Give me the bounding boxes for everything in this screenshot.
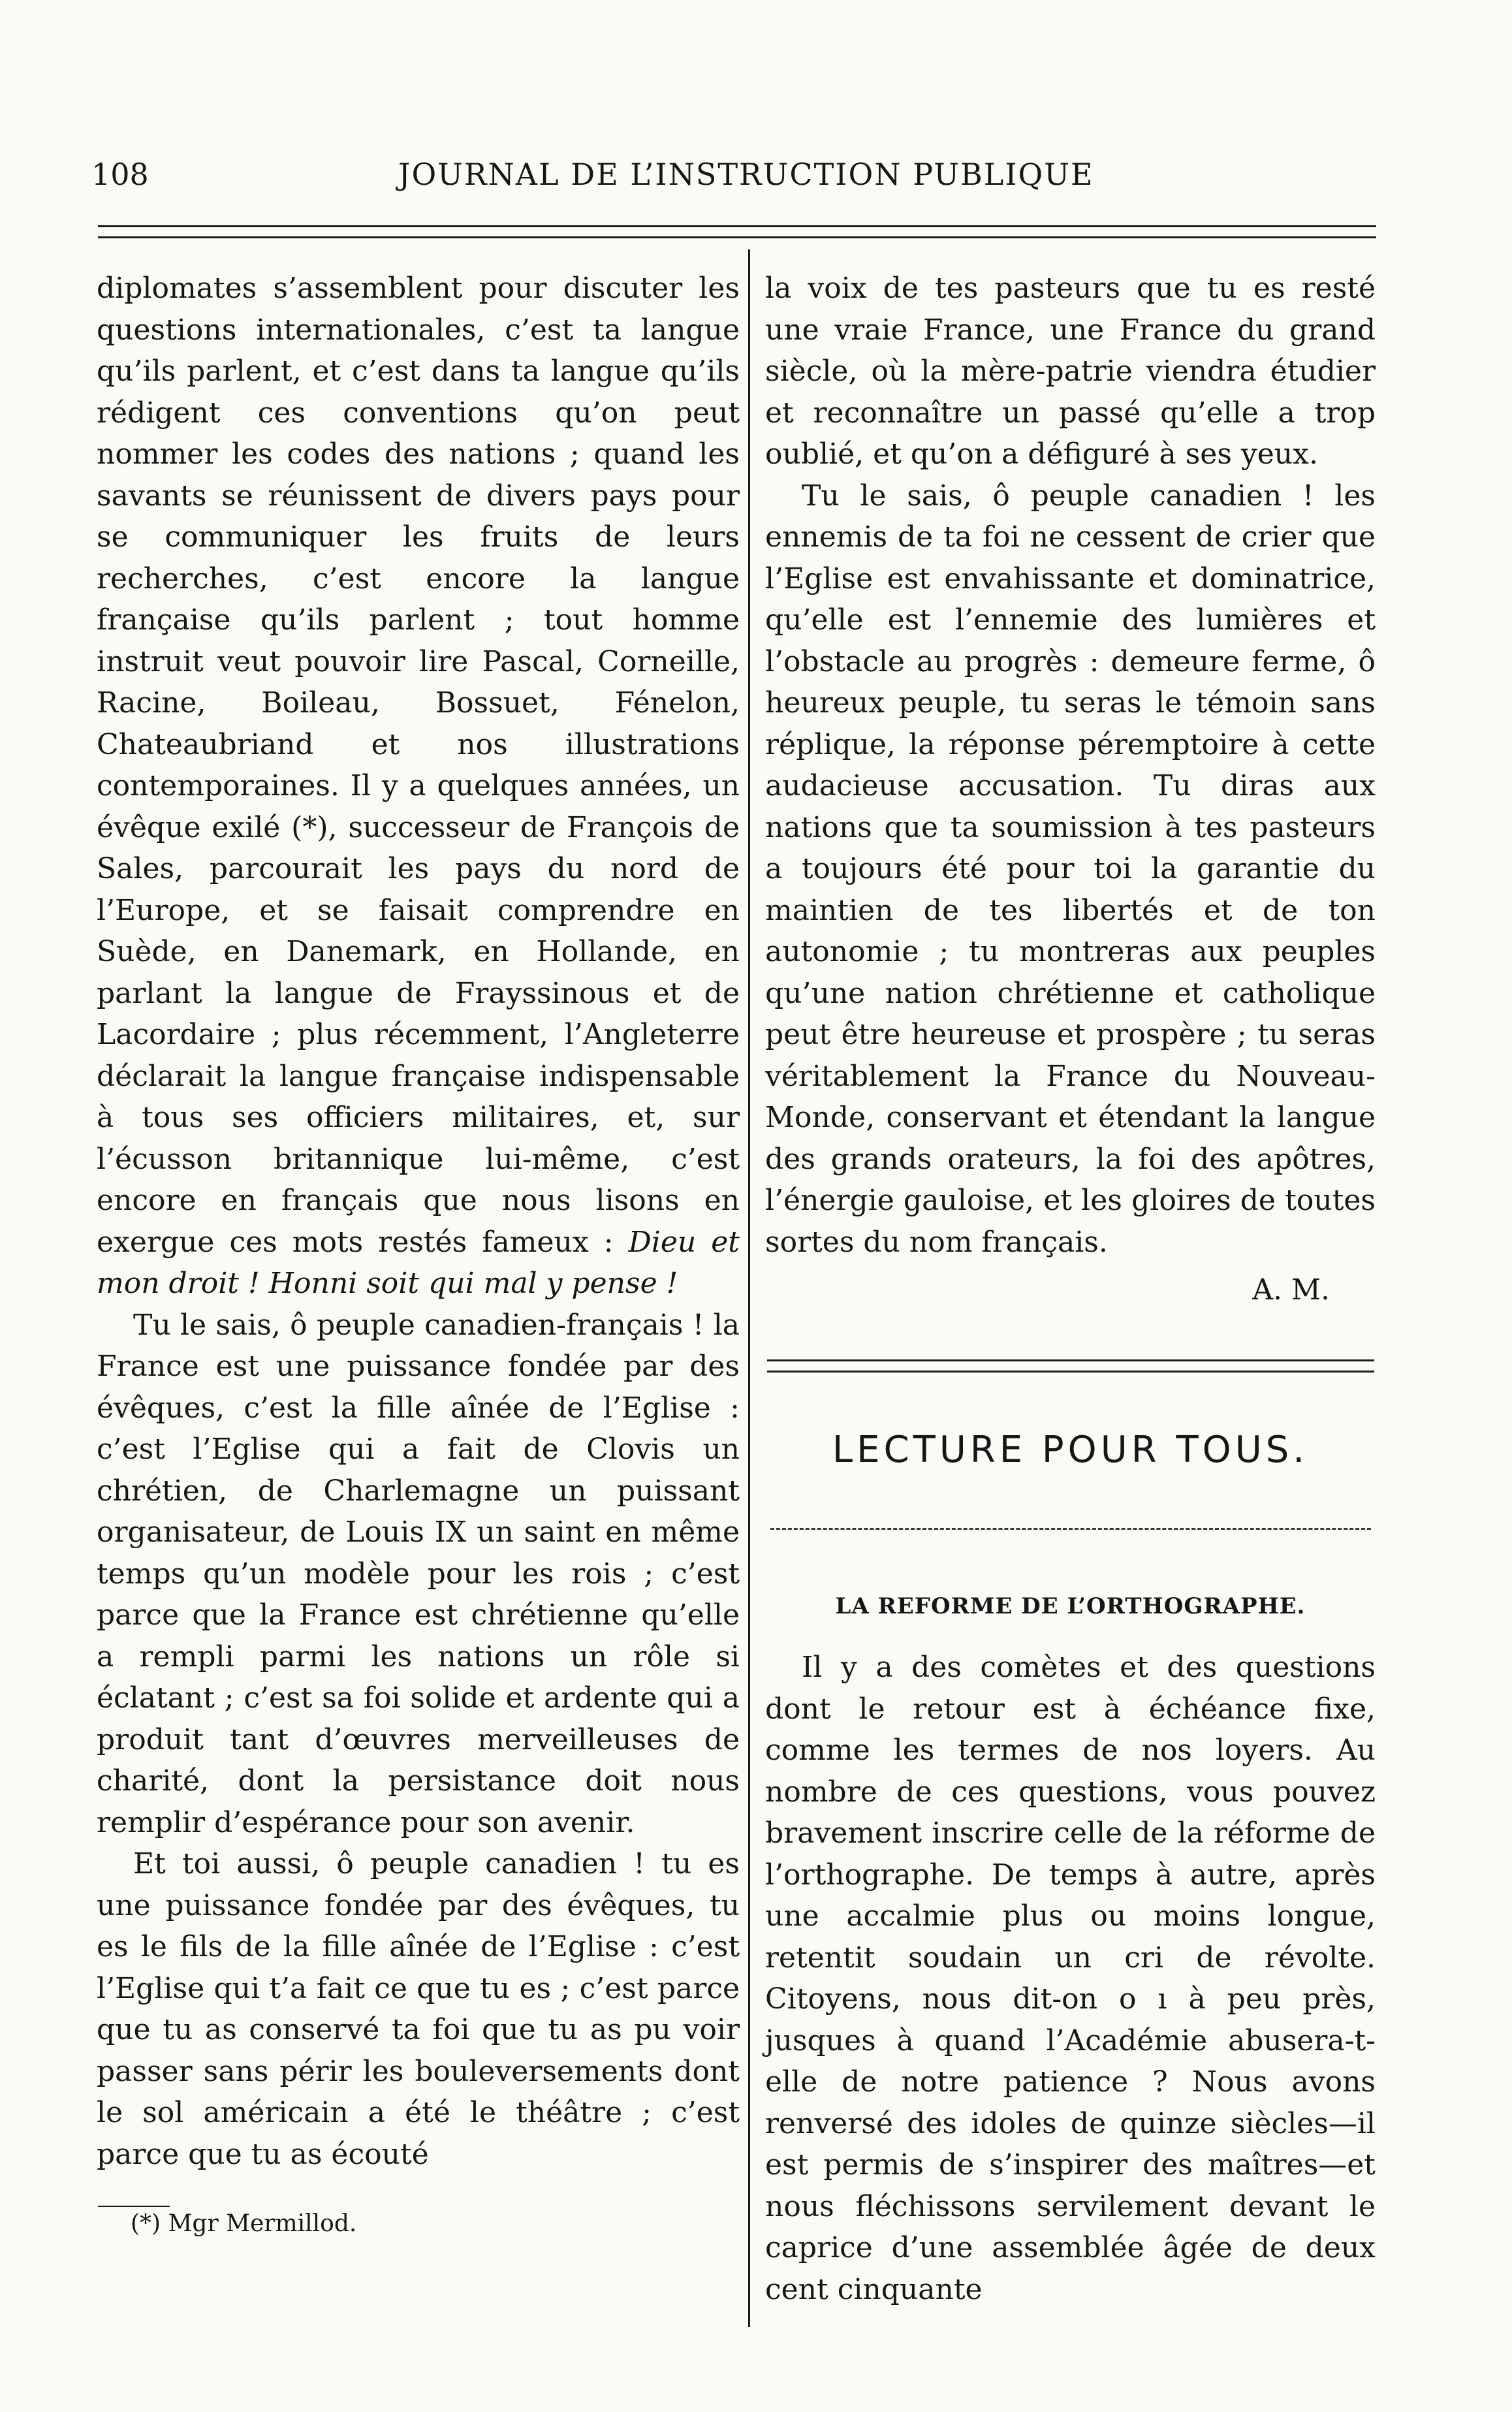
article-body	[765, 1647, 1376, 2310]
left-paragraph-2: Tu le sais, ô peuple canadien-français ! la France est une puissance fondée par des évêques, c’est la fille aînée de l’Eglise : c’est l’Eglise qui a fait de Clovis un chrétien, de Charlemagne un puissant organisateur, de Louis IX un saint en même temps qu’un modèle pour les rois ; c’est parce que la France est chrétienne qu’elle a rempli parmi les nations un rôle si éclatant ; c’est sa foi solide et ardente qui a produit tant d’œuvres merveilleuses de charité, dont la persistance doit nous remplir d’espérance pour son avenir.	[97, 1308, 740, 1839]
section-title: LECTURE POUR TOUS.	[832, 1429, 1309, 1471]
article-title: LA REFORME DE L’ORTHOGRAPHE.	[835, 1593, 1306, 1619]
footnote-rule	[98, 2206, 170, 2207]
header-rule	[98, 225, 1376, 238]
footnote	[131, 2210, 356, 2237]
footnote-mark: (*)	[131, 2210, 161, 2237]
left-paragraph-1: diplomates s’assemblent pour discuter les questions internationales, c’est ta langue qu’ils parlent, et c’est dans ta langue qu’ils rédigent ces conventions qu’on peut nommer les codes des nations ; quand les savants se réunissent de divers pays pour se communiquer les fruits de leurs recherches, c’est encore la langue française qu’ils parlent ; tout homme instruit veut pouvoir lire Pascal, Corneille, Racine, Boileau, Bossuet, Fénelon, Chateaubriand et nos illustrations contemporaines. Il y a quelques années, un évêque exilé (*), successeur de François de Sales, parcourait les pays du nord de l’Europe, et se faisait comprendre en Suède, en Danemark, en Hollande, en parlant la langue de Frayssinous et de Lacordaire ; plus récemment, l’Angleterre déclarait la langue française indispensable à tous ses officiers militaires, et, sur l’écusson britannique lui-même, c’est encore en français que nous lisons en exergue ces mots restés fameux : Dieu et mon droit ! Honni soit qui mal y pense !	[97, 272, 740, 1300]
signature: A. M.	[1252, 1273, 1330, 1307]
left-column	[97, 268, 740, 2175]
running-title: JOURNAL DE L’INSTRUCTION PUBLIQUE	[398, 157, 1094, 192]
page-header	[91, 157, 1384, 209]
page-number: 108	[91, 157, 149, 192]
section-rule	[767, 1359, 1374, 1373]
right-paragraph-2: Tu le sais, ô peuple canadien ! les ennemis de ta foi ne cessent de crier que l’Eglise est envahissante et dominatrice, qu’elle est l’ennemie des lumières et l’obstacle au progrès : demeure ferme, ô heureux peuple, tu seras le témoin sans réplique, la réponse péremptoire à cette audacieuse accusation. Tu diras aux nations que ta soumission à tes pasteurs a toujours été pour toi la garantie du maintien de tes libertés et de ton autonomie ; tu montreras aux peuples qu’une nation chrétienne et catholique peut être heureuse et prospère ; tu seras véritablement la France du Nouveau-Monde, conservant et étendant la langue des grands orateurs, la foi des apôtres, l’énergie gauloise, et les gloires de toutes sortes du nom français.	[765, 479, 1376, 1259]
section-dashed-rule	[770, 1528, 1371, 1530]
article-paragraph: Il y a des comètes et des questions dont le retour est à échéance fixe, comme les termes de nos loyers. Au nombre de ces questions, vous pouvez bravement inscrire celle de la réforme de l’orthographe. De temps à autre, après une accalmie plus ou moins longue, retentit soudain un cri de révolte. Citoyens, nous dit-on o ı à peu près, jusques à quand l’Académie abusera-t-elle de notre patience ? Nous avons renversé des idoles de quinze siècles—il est permis de s’inspirer des maîtres—et nous fléchissons servilement devant le caprice d’une assemblée âgée de deux cent cinquante	[765, 1651, 1376, 2306]
column-divider	[748, 249, 750, 2327]
right-column	[765, 268, 1376, 1311]
right-paragraph-1: la voix de tes pasteurs que tu es resté une vraie France, une France du grand siècle, où la mère-patrie viendra étudier et reconnaître un passé qu’elle a trop oublié, et qu’on a défiguré à ses yeux.	[765, 272, 1376, 471]
left-paragraph-3: Et toi aussi, ô peuple canadien ! tu es une puissance fondée par des évêques, tu es le fils de la fille aînée de l’Eglise : c’est l’Eglise qui t’a fait ce que tu es ; c’est parce que tu as conservé ta foi que tu as pu voir passer sans périr les bouleversements dont le sol américain a été le théâtre ; c’est parce que tu as écouté	[97, 1847, 740, 2171]
footnote-text: Mgr Mermillod.	[168, 2210, 357, 2237]
motto: Dieu et mon droit ! Honni soit qui mal y pense !	[97, 1225, 740, 1300]
